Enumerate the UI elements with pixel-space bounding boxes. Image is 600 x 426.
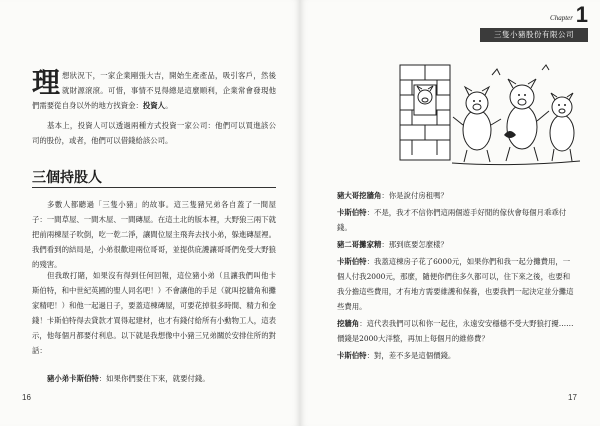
intro-paragraph <box>32 68 276 113</box>
page-number-left: 16 <box>22 393 31 402</box>
dialogue-text: 如果你們要住下來，就要付錢。 <box>106 374 210 383</box>
dialogue-line: 豬小弟卡斯伯特：如果你們要住下來，就要付錢。 <box>47 374 210 383</box>
dialogue-line: 挖牆角：這代表我們可以和你一起住，永遠安安穩穩不受大野狼打擾……價錢是2000大洋整，再加上每個月的維修費？ <box>337 319 574 343</box>
dialogue-text: 不是，我才不信你們這兩個遊手好閒的傢伙會每個月乖乖付錢。 <box>337 208 567 232</box>
paragraph-3: 多數人都聽過「三隻小豬」的故事。這三隻豬兄弟各自蓋了一間屋子：一間草屋、一間木屋、一間磚屋。在這土北的版本裡，大野狼三兩下就把前兩棟屋子吹倒，吃一乾二淨，讓間位屋主飛奔去找小弟，躲進磚屋裡。我們看到的結局是，小弟很歡迎兩位哥哥，並提供庇護讓哥哥們免受大野狼的殘害。 <box>32 200 276 269</box>
paragraph-2: 基本上，投資人可以透過兩種方式投資一家公司：他們可以買進該公司的股份，或者，他們可以借錢給該公司。 <box>32 121 276 145</box>
dialogue-speaker: 豬二哥攤家精 <box>337 240 382 249</box>
section-title: 三個持股人 <box>32 170 102 186</box>
dialogue-text: 對，差不多是這個價錢。 <box>373 351 456 360</box>
intro-text-end: 。 <box>165 101 173 110</box>
drop-cap: 理 <box>32 66 61 99</box>
dialogue-line: 豬二哥攤家精：那到底要怎麼樣？ <box>337 240 448 249</box>
chapter-title-bar: 三隻小豬股份有限公司 <box>480 28 588 42</box>
dialogue-line: 卡斯伯特：對，差不多是這個價錢。 <box>337 351 456 360</box>
section-divider <box>32 187 276 188</box>
dialogue-line: 卡斯伯特：我蓋這棟房子花了6000元，如果你們和我一起分攤費用，一個人付我2000元，那麼，隨便你們住多久都可以，住下來之後，也要和我分擔這些費用，才有地方需要維護和保養，也要我們一起決定並分攤這些費用。 <box>337 257 574 311</box>
dialogue-speaker: 豬小弟卡斯伯特 <box>47 374 99 383</box>
dialogue-block <box>337 188 577 363</box>
dialogue-text: 你是說付房租嗎？ <box>388 191 448 200</box>
dialogue-speaker: 卡斯伯特 <box>337 351 367 360</box>
page-number-right: 17 <box>568 393 577 402</box>
dialogue-text: 那到底要怎麼樣？ <box>388 240 448 249</box>
investor-term: 投資人 <box>142 101 166 110</box>
intro-text: 想狀況下，一家企業剛張大吉，開始生產產品，吸引客戶，然後就財源滾滾。可惜，事情不見得總是這麼順利，企業常會發現他們需要從自身以外的地方找資金： <box>32 71 276 110</box>
dialogue-speaker: 豬大哥挖牆角 <box>337 191 382 200</box>
dialogue-text: 我蓋這棟房子花了6000元，如果你們和我一起分攤費用，一個人付我2000元，那麼，隨便你們住多久都可以，住下來之後，也要和我分擔這些費用，才有地方需要維護和保養，也要我們一起決定並分攤這些費用。 <box>337 257 574 311</box>
right-page <box>300 0 600 426</box>
three-pigs-illustration-icon <box>392 55 582 170</box>
paragraph-4: 但我敢打賭，如果沒有得到任何回報，這位豬小弟（且讓我們叫他卡斯伯特，和中世紀英國的聖人同名吧！）不會讓他的手足（就叫挖牆角和攤家精吧！）和他一起過日子，要蓋這棟磚屋，可要花掉很多時間、精力和金錢！卡斯伯特得去貸款才買得起建材，也才有錢付給所有小動物工人，這表示，他每個月都要付利息。以下就是我想像中小豬三兄弟關於安排住所的對話： <box>32 271 276 355</box>
chapter-number: 1 <box>575 2 588 27</box>
dialogue-line: 卡斯伯特：不是，我才不信你們這兩個遊手好閒的傢伙會每個月乖乖付錢。 <box>337 208 567 232</box>
chapter-label: Chapter <box>550 14 573 22</box>
dialogue-speaker: 挖牆角 <box>337 319 360 328</box>
dialogue-line: 豬大哥挖牆角：你是說付房租嗎？ <box>337 191 448 200</box>
dialogue-speaker: 卡斯伯特 <box>337 257 367 266</box>
dialogue-text: 這代表我們可以和你一起住，永遠安安穩穩不受大野狼打擾……價錢是2000大洋整，再加上每個月的維修費？ <box>337 319 574 343</box>
dialogue-speaker: 卡斯伯特 <box>337 208 367 217</box>
